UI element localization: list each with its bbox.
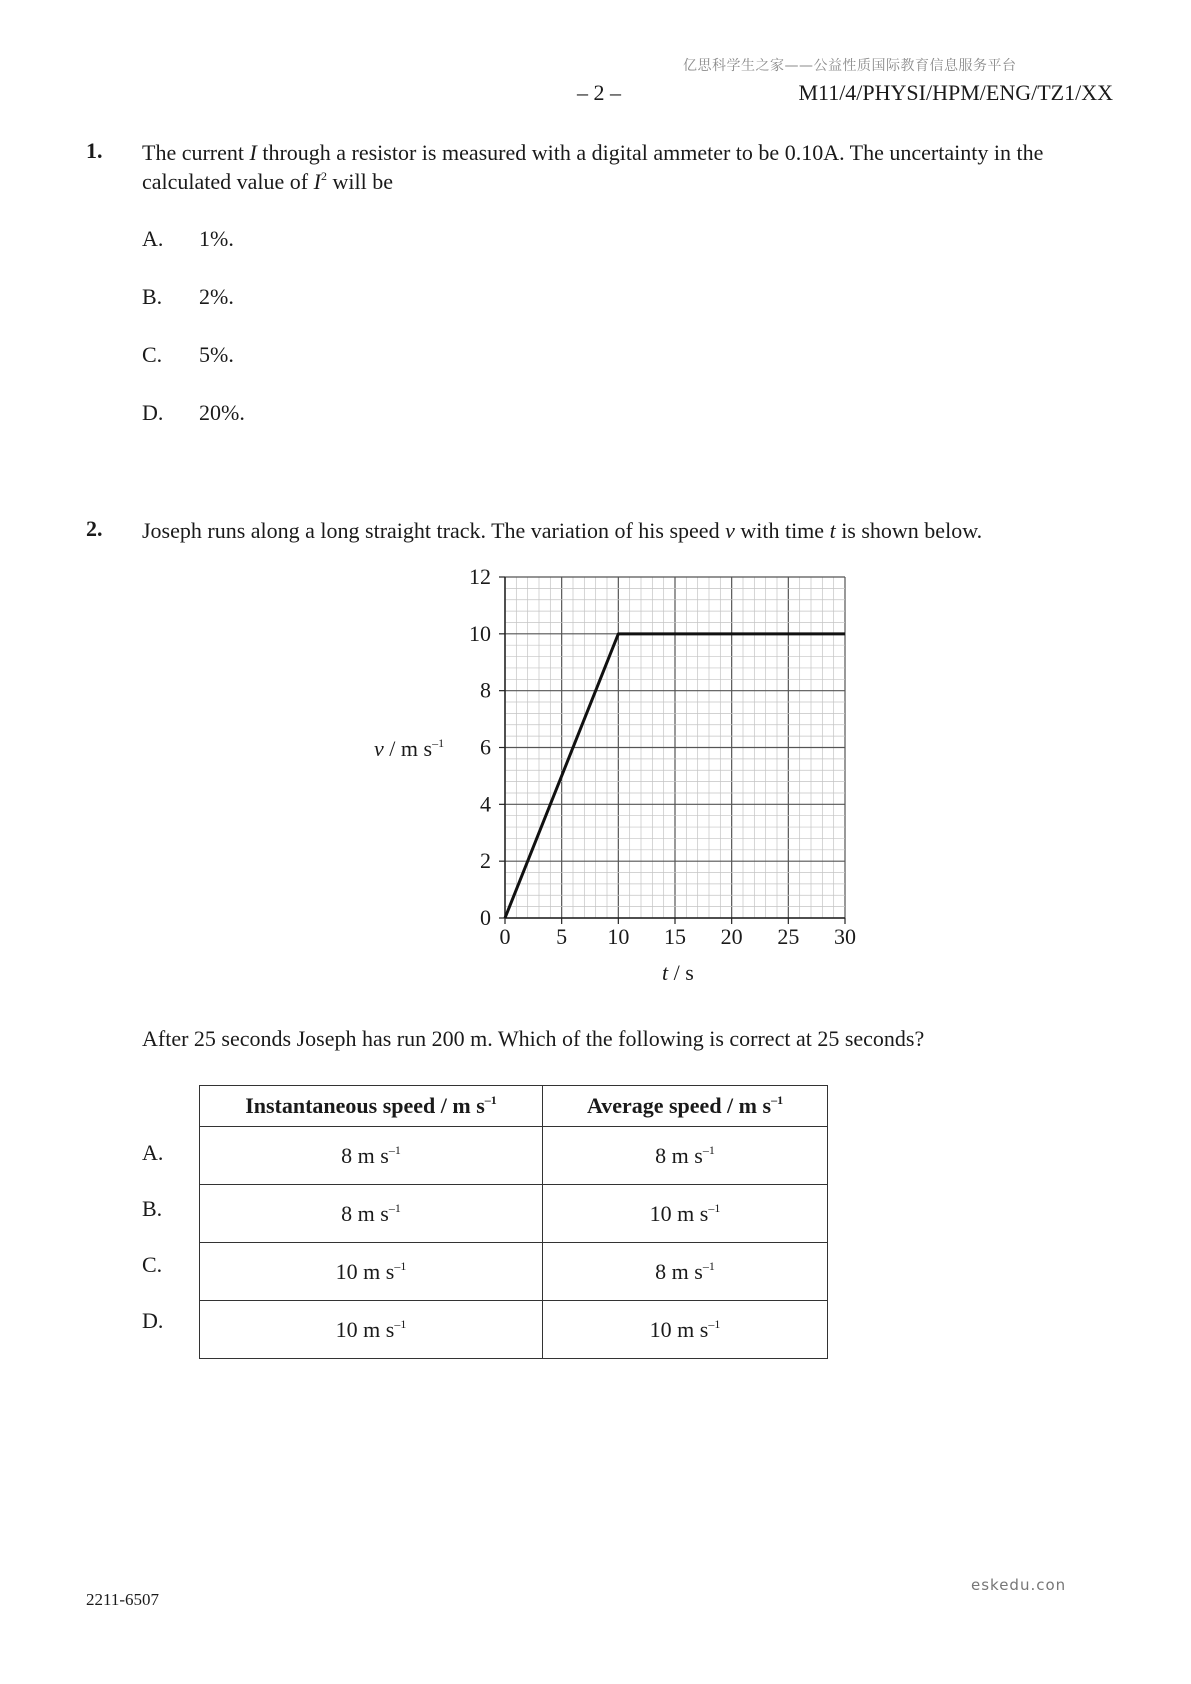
table-row xyxy=(200,1127,828,1185)
x-tick-label: 25 xyxy=(777,924,800,949)
table-row xyxy=(200,1301,828,1359)
y-tick-label: 0 xyxy=(480,905,491,930)
paper-code: M11/4/PHYSI/HPM/ENG/TZ1/XX xyxy=(798,80,1113,105)
question-2-text: Joseph runs along a long straight track. The variation of his speed v with time t is shown below. xyxy=(142,518,983,543)
x-tick-label: 15 xyxy=(664,924,686,949)
watermark-text: 亿思科学生之家——公益性质国际教育信息服务平台 xyxy=(683,58,1017,74)
y-tick-label: 8 xyxy=(480,677,491,703)
q1-option-b-text: 2%. xyxy=(199,284,234,309)
table-cell-average: 8 m $s^{-1}$ xyxy=(543,1127,828,1185)
table-cell-instantaneous: 8 m $s^{-1}$ xyxy=(200,1185,543,1243)
chart-y-axis-label: v / m $s^{-1}$ xyxy=(374,736,445,761)
q1-option-a-text: 1%. xyxy=(199,226,234,251)
table-header-average: Average speed / m $s^{-1}$ xyxy=(543,1086,828,1127)
table-row-letter-d: D. xyxy=(142,1308,164,1333)
chart-tick-labels xyxy=(469,564,856,949)
table-row-letter-b: B. xyxy=(142,1196,163,1221)
question-1-number: 1. xyxy=(86,138,103,163)
table-header-row xyxy=(200,1086,828,1127)
x-tick-label: 5 xyxy=(556,924,568,949)
answer-table xyxy=(199,1085,828,1359)
x-tick-label: 20 xyxy=(720,924,743,949)
table-cell-instantaneous: 10 m $s^{-1}$ xyxy=(200,1243,543,1301)
page-number: – 2 – xyxy=(577,80,621,105)
y-tick-label: 6 xyxy=(480,734,491,760)
x-tick-label: 30 xyxy=(834,924,856,949)
table-row xyxy=(200,1185,828,1243)
table-header-instantaneous: Instantaneous speed / m $s^{-1}$ xyxy=(200,1086,543,1127)
table-cell-average: 10 m $s^{-1}$ xyxy=(543,1185,828,1243)
question-2-number: 2. xyxy=(86,516,103,541)
footer-code: 2211-6507 xyxy=(86,1590,160,1609)
q1-option-a-letter: A. xyxy=(142,226,164,251)
footer-site: eskedu.con xyxy=(971,1576,1067,1594)
chart-grid xyxy=(505,577,845,918)
chart-x-axis-label: t / s xyxy=(662,960,694,985)
q1-option-d-letter: D. xyxy=(142,400,164,425)
y-tick-label: 4 xyxy=(480,791,491,817)
table-row-letter-a: A. xyxy=(142,1140,164,1165)
y-tick-label: 2 xyxy=(480,848,491,874)
y-tick-label: 12 xyxy=(469,564,491,589)
x-tick-label: 0 xyxy=(499,924,511,949)
x-tick-label: 10 xyxy=(607,924,630,949)
table-row-letter-c: C. xyxy=(142,1252,163,1277)
table-cell-instantaneous: 10 m $s^{-1}$ xyxy=(200,1301,543,1359)
question-1-text: The current I through a resistor is measured with a digital ammeter to be 0.10A. The uncertainty in the calculated value of $I^2$ will be xyxy=(142,140,1044,194)
table-cell-average: 8 m $s^{-1}$ xyxy=(543,1243,828,1301)
q1-option-c-letter: C. xyxy=(142,342,163,367)
table-row xyxy=(200,1243,828,1301)
q1-option-d-text: 20%. xyxy=(199,400,245,425)
question-2-follow-up: After 25 seconds Joseph has run 200 m. Which of the following is correct at 25 seconds? xyxy=(142,1026,925,1051)
table-cell-average: 10 m $s^{-1}$ xyxy=(543,1301,828,1359)
q1-option-c-text: 5%. xyxy=(199,342,234,367)
table-cell-instantaneous: 8 m $s^{-1}$ xyxy=(200,1127,543,1185)
q1-option-b-letter: B. xyxy=(142,284,163,309)
y-tick-label: 10 xyxy=(469,620,491,646)
